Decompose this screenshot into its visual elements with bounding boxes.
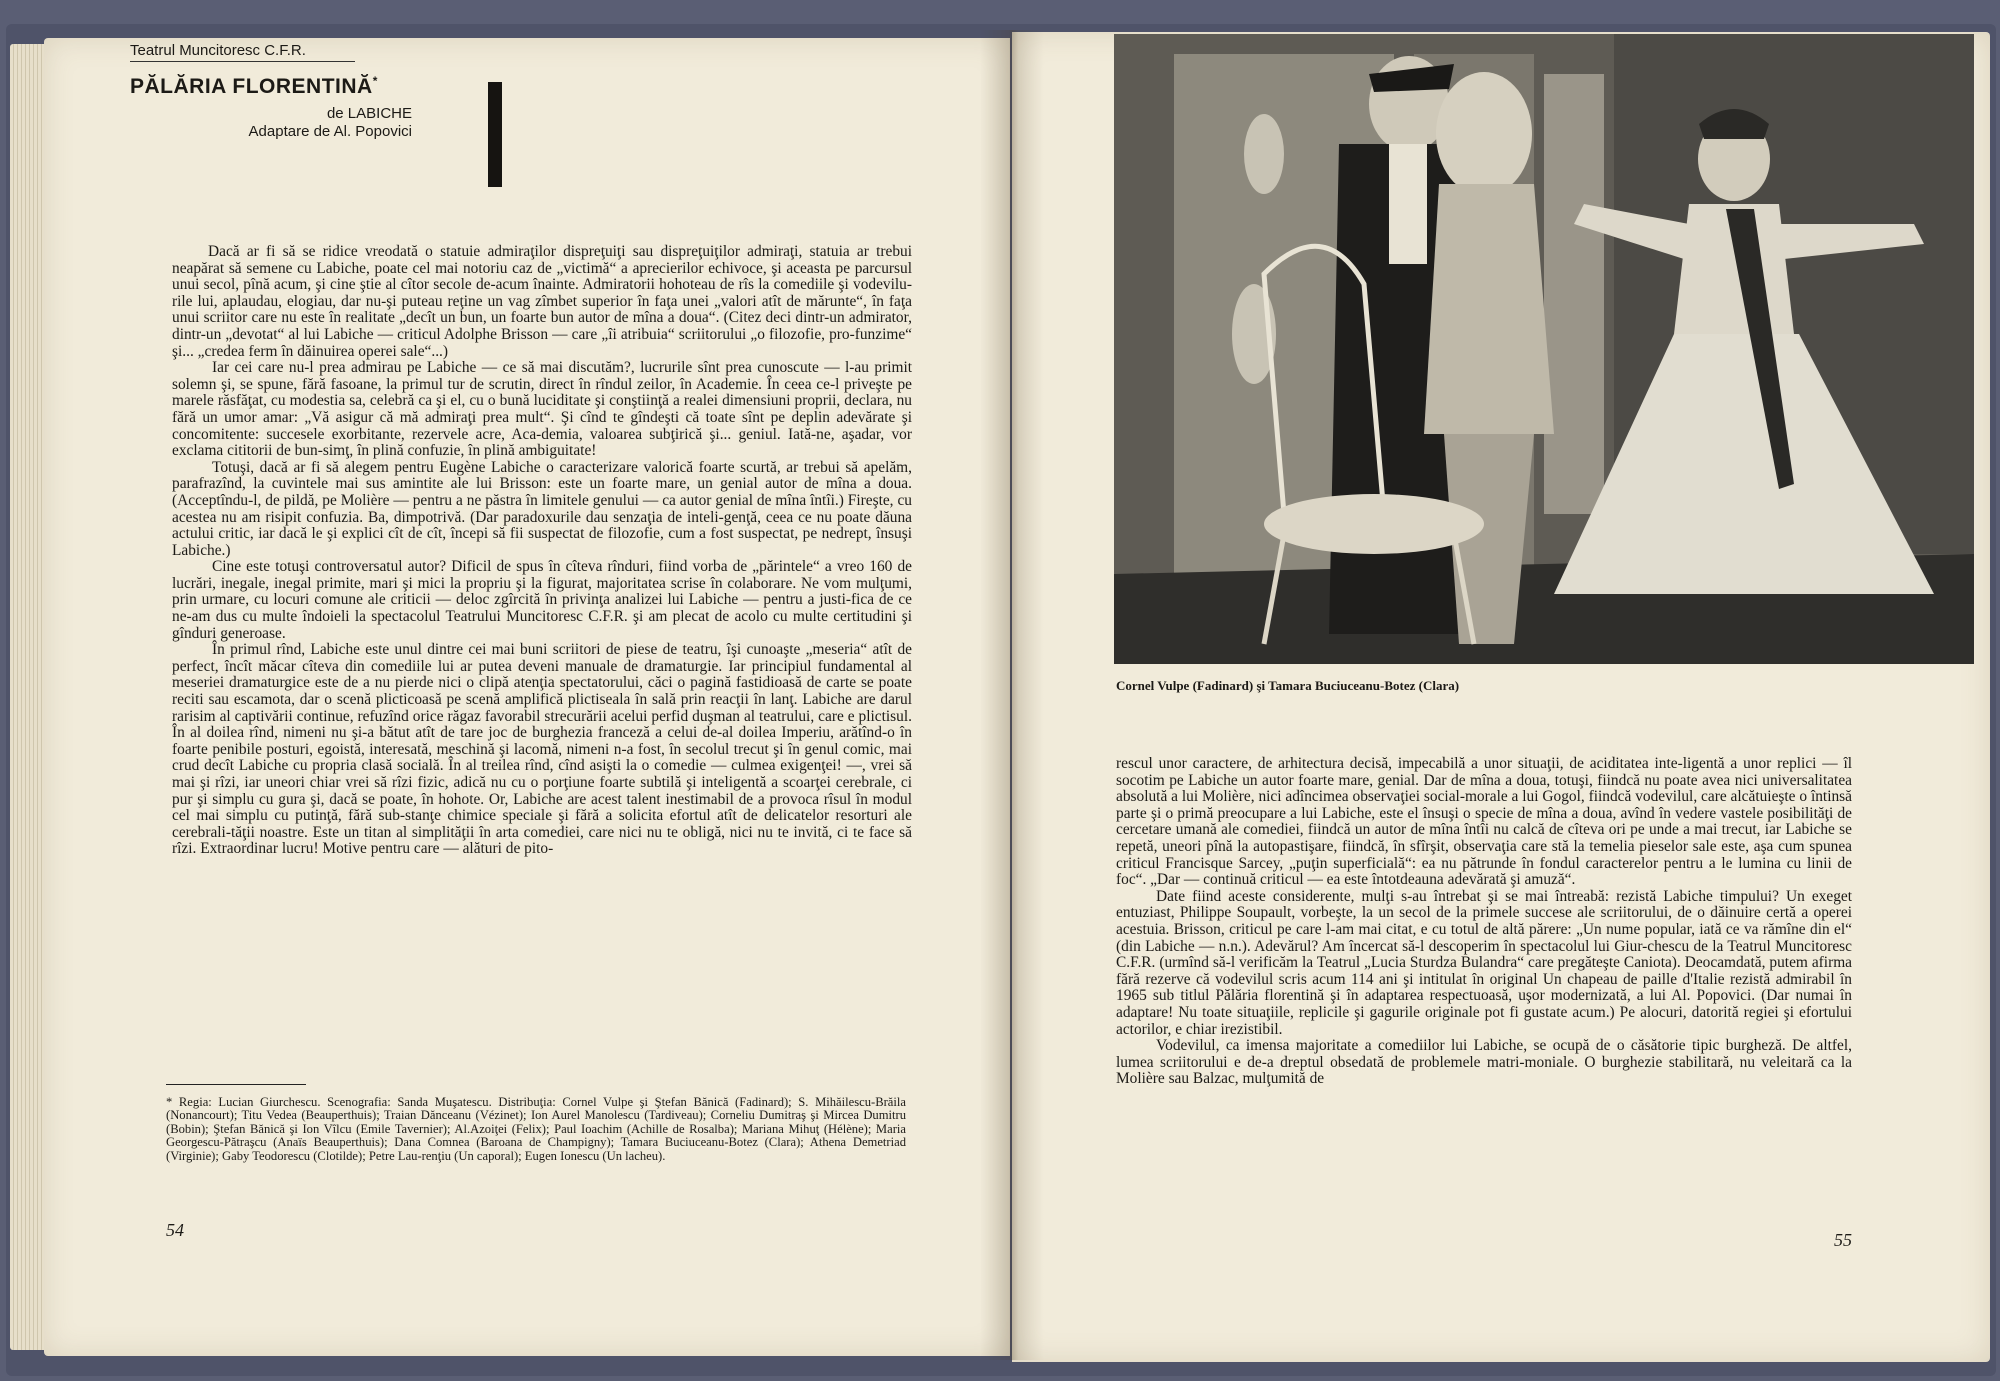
footnote-rule	[166, 1084, 306, 1085]
paragraph: rescul unor caractere, de arhitectura decisă, impecabilă a unor situaţii, de aciditatea inte-ligentă a unor replici — îl socotim pe Labiche un autor foarte mare, genial. Dar de mîna a doua, totuşi, fiindcă nu poate avea nici universalitatea absolută a lui Molière, nici adîncimea observaţiei social-morale a lui Gogol, fiindcă vodevilul, care alcătuieşte o întinsă parte şi o primă preocupare a lui Labiche, este el însuşi o specie de mîna a doua, avînd în vedere vastele posibilităţi de cercetare umană ale comediei, fiindcă un autor de mîna întîi nu calcă de cîteva ori pe unde a mai trecut, iar Labiche se repetă, uneori pînă la autopastişare, fiindcă, în sfîrşit, observaţia care stă la temelia pieselor sale este, aşa cum spunea criticul Francisque Sarcey, „puţin superficială“: ea nu pătrunde în fondul caracterelor pentru a le lumina cu linii de foc“. „Dar — continuă criticul — ea este întotdeauna adevărată şi amuză“.	[1116, 755, 1852, 889]
paragraph: Totuşi, dacă ar fi să alegem pentru Eugène Labiche o caracterizare valorică foarte scurtă, ar trebui să apelăm, parafrazînd, la cuvintele mai sus amintite ale lui Brisson: este un foarte mare, un genial autor de mîna a doua. (Acceptîndu-l, de pildă, pe Molière — pentru a ne păstra în limitele genului — ca autor genial de mîna întîi.) Fireşte, cu acestea nu am risipit confuzia. Ba, dimpotrivă. (Dar paradoxurile dau senzaţia de inteli-genţă, ceea ce nu poate dăuna actului critic, iar dacă le şi explici cît de cît, începi să fii suspectat de filozofie, cum a fost suspectat, pe nedrept, însuşi Labiche.)	[172, 458, 912, 559]
theatre-name: Teatrul Muncitoresc C.F.R.	[130, 42, 355, 62]
paragraph: Dacă ar fi să se ridice vreodată o statuie admiraţilor dispreţuiţi sau dispreţuiţilor admiraţi, statuia ar trebui neapărat să semene cu Labiche, poate cel mai notoriu caz de „victimă“ a aprecierilor echivoce, şi aceasta pe parcursul unui secol, pînă acum, şi cine ştie al cîtor secole de-acum înainte. Admiratorii hohoteau de rîs la comediile şi vodevilu-rile lui, aplaudau, elogiau, dar nu-şi puteau reţine un vag zîmbet superior în faţa unei „valori atît de mărunte“, în faţa unui scriitor care nu este în realitate „decît un bun, un foarte bun autor de mîna a doua“. (Citez deci dintr-un admirator, dintr-un „devotat“ al lui Labiche — criticul Adolphe Brisson — care „îi atribuia“ scriitorului „o filozofie, pro-funzime“ şi... „credea ferm în dăinuirea operei sale“...)	[172, 243, 912, 360]
page-edges	[10, 44, 44, 1350]
article-title	[130, 74, 420, 99]
stage-photo	[1114, 34, 1974, 664]
header-bar	[488, 82, 502, 187]
footnote: * Regia: Lucian Giurchescu. Scenografia: Sanda Muşatescu. Distribuţia: Cornel Vulpe şi Ştefan Bănică (Fadinard); S. Mihăilescu-Brăila (Nonancourt); Titu Vedea (Beauperthuis); Traian Dănceanu (Vézinet); Ion Aurel Manolescu (Tardiveau); Corneliu Dumitraş şi Mircea Dumitru (Bobin); Ştefan Bănică şi Ion Vîlcu (Emile Tavernier); Al.Azoiţei (Felix); Paul Ioachim (Achille de Rosalba); Mariana Mihuţ (Hélène); Maria Georgescu-Pătraşcu (Anaïs Beauperthuis); Dana Comnea (Baroana de Champigny); Tamara Buciuceanu-Botez (Clara); Athena Demetriad (Virginie); Gaby Teodorescu (Clotilde); Petre Lau-renţiu (Un caporal); Eugen Ionescu (Un lacheu).	[166, 1095, 906, 1163]
footnote-mark: *	[372, 74, 378, 88]
paragraph: În primul rînd, Labiche este unul dintre cei mai buni scriitori de piese de teatru, îşi cunoaşte „meseria“ atît de perfect, încît măcar cîteva din comediile lui ar putea deveni manuale de dramaturgie. Iar principiul fundamental al meseriei dramaturgice este de a nu pierde nici o clipă atenţia spectatorului, căci o pagină fastidioasă de carte se poate reciti sau escamota, dar o scenă plicticoasă pe scenă amplifică plictiseala în sală prin reacţii în lanţ. Labiche are darul rarisim al captivării continue, refuzînd orice răgaz favorabil strecurării acelui perfid duşman al teatrului, care e plictisul. În al doilea rînd, nimeni nu şi-a bătut atît de tare joc de burghezia franceză a celui de-al doilea Imperiu, arătînd-o în foarte penibile posturi, egoistă, interesată, meschină şi lacomă, nimeni n-a fost, în secolul trecut şi în genul comic, mai crud decît Labiche cu propria clasă socială. În al treilea rînd, cînd asişti la o comedie — culmea exigenţei! —, vrei să mai şi rîzi, iar uneori chiar vrei să rîzi fizic, adică nu cu o porţiune foarte subtilă şi inteligentă a scoarţei cerebrale, ci pur şi simplu cu gura şi, dacă se poate, în hohote. Or, Labiche are acest talent inestimabil de a provoca rîsul în modul cel mai simplu cu putinţă, fără sub-stanţe chimice speciale şi fără a solicita efortul atît de delicatelor resorturi ale cerebrali-tăţii noastre. Este un titan al simplităţii în arta comediei, care nici nu te obligă, nici nu te invită, ci te face să rîzi. Extraordinar lucru! Motive pentru care — alături de pito-	[172, 641, 912, 858]
photo-caption: Cornel Vulpe (Fadinard) şi Tamara Buciuceanu-Botez (Clara)	[1116, 678, 1460, 693]
left-body-text	[172, 244, 912, 858]
paragraph: Iar cei care nu-l prea admirau pe Labiche — ce să mai discutăm?, lucrurile sînt prea cunoscute — l-au primit solemn şi, se spune, fără fasoane, la primul tur de scrutin, direct în rîndul zeilor, în Academie. În ceea ce-l priveşte pe marele răsfăţat, cu modestia sa, celebră ca şi el, cu o bună luciditate şi conştiinţă a realei dimensiuni proprii, declara, nu fără un umor amar: „Vă asigur că mă admiraţi prea mult“. Şi cînd te gîndeşti că toate sînt pe deplin adevărate şi concomitente: succesele exorbitante, rezervele acre, Aca-demia, valoarea subţirică şi... geniul. Iată-ne, aşadar, vor exclama cititorii de bun-simţ, în plină confuzie, în plină ambiguitate!	[172, 359, 912, 460]
book-gutter	[980, 30, 1044, 1360]
article-author: de LABICHE	[326, 105, 412, 122]
page-number-right: 55	[1834, 1230, 1852, 1250]
article-adaptation: Adaptare de Al. Popovici	[248, 123, 412, 140]
paragraph: Cine este totuşi controversatul autor? Dificil de spus în cîteva rînduri, fiind vorba de „părintele“ a vreo 160 de lucrări, inegale, inegal primite, mari şi mici la propriu şi la figurat, majoritatea scrise în colaborare. Ne vom mulţumi, prin urmare, cu locuri comune ale criticii — deloc zgîrcită în privinţa analizei lui Labiche — pentru a justi-fica de ce ne-am dus cu multe îndoieli la spectacolul Teatrului Muncitoresc C.F.R. şi am plecat de acolo cu multe certitudini şi gînduri generoase.	[172, 558, 912, 642]
paragraph: Date fiind aceste considerente, mulţi s-au întrebat şi se mai întreabă: rezistă Labiche timpului? Un exeget entuziast, Philippe Soupault, vorbeşte, la un secol de la primele succese ale scriitorului, de o dăinuire certă a operei acestuia. Brisson, criticul pe care l-am mai citat, e cu totul de altă părere: „Un nume popular, iată ce va rămîne din el“ (din Labiche — n.n.). Adevărul? Am încercat să-l descoperim în spectacolul lui Giur-chescu de la Teatrul Muncitoresc C.F.R. (urmînd să-l verificăm la Teatrul „Lucia Sturdza Bulandra“ care pregăteşte Caniota). Deocamdată, putem afirma fără rezerve că vodevilul scris acum 114 ani şi intitulat în original Un chapeau de paille d'Italie rezistă admirabil în 1965 sub titlul Pălăria florentină şi în adaptarea respectuoasă, uşor modernizată, a lui Al. Popovici. (Dar numai în adaptare! Nu toate situaţiile, replicile şi gagurile originale pot fi gustate acum.) Pe alocuri, datorită regiei şi efortului actorilor, e chiar irezistibil.	[1116, 887, 1852, 1038]
article-header	[130, 42, 420, 140]
stage-photo-illustration	[1114, 34, 1974, 664]
page-number-left: 54	[166, 1220, 184, 1240]
right-body-text	[1116, 756, 1852, 1088]
article-title-text: PĂLĂRIA FLORENTINĂ	[130, 75, 373, 98]
paragraph: Vodevilul, ca imensa majoritate a comediilor lui Labiche, se ocupă de o căsătorie tipic burgheză. De altfel, lumea scriitorului e de-a dreptul obsedată de problemele matri-moniale. O burghezie stabilitară, nu veleitară ca la Molière sau Balzac, mulţumită de	[1116, 1037, 1852, 1088]
